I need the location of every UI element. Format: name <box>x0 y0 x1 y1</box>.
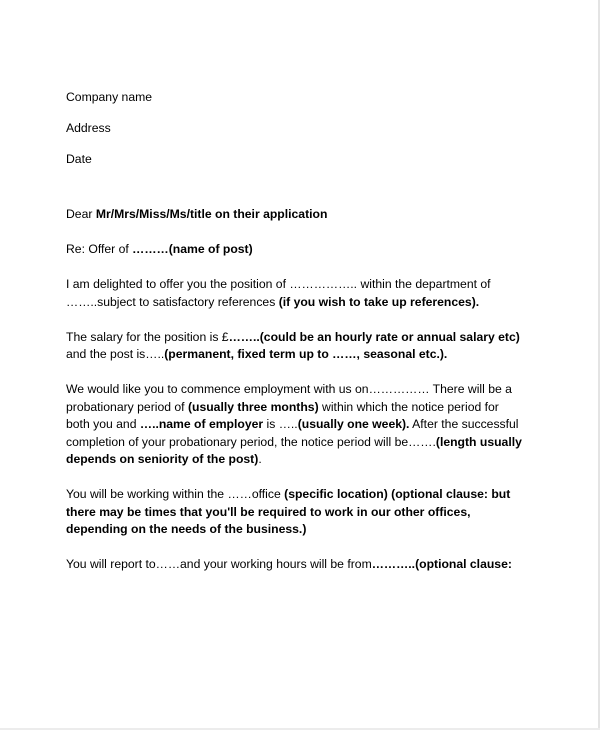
subject-value: ………(name of post) <box>132 242 253 256</box>
subject-line <box>66 241 586 259</box>
salutation-name: Mr/Mrs/Miss/Ms/title on their application <box>95 207 328 221</box>
date: Date <box>66 152 92 166</box>
salutation-prefix: Dear <box>66 207 96 221</box>
address: Address <box>66 121 111 135</box>
text-run: You will be working within the ……office <box>66 487 285 501</box>
paragraph-line <box>66 329 586 347</box>
text-run: probationary period of <box>66 399 188 414</box>
paragraph-hours <box>66 556 586 574</box>
paragraph-line <box>66 486 586 504</box>
paragraph-line <box>66 556 586 574</box>
paragraph-line: depending on the needs of the business.) <box>66 522 307 536</box>
paragraph-line: there may be times that you'll be required to work in our other offices, <box>66 504 471 519</box>
paragraph-line <box>66 416 586 434</box>
paragraph-location <box>66 486 586 539</box>
bold-run: (specific location) (optional clause: but <box>284 487 511 501</box>
text-run: . <box>258 452 262 466</box>
paragraph-line <box>66 434 586 452</box>
bold-run: …..name of employer <box>139 417 264 431</box>
text-run: and the post is….. <box>66 347 165 361</box>
bold-run: (length usually <box>435 434 522 449</box>
text-run: ……..subject to satisfactory references <box>66 294 279 309</box>
bold-run: ……..(could be an hourly rate or annual salary etc) <box>228 329 520 344</box>
text-run: You will report to……and your working hours will be from <box>66 557 372 571</box>
text-run: is ….. <box>263 417 298 431</box>
letter-body <box>66 89 586 591</box>
paragraph-position <box>66 276 586 311</box>
company-name: Company name <box>66 90 153 104</box>
subject-prefix: Re: Offer of <box>66 242 133 256</box>
text-run: completion of your probationary period, the notice period will be……. <box>66 434 436 449</box>
salutation <box>66 206 586 224</box>
paragraph-salary <box>66 329 586 364</box>
paragraph-line <box>66 294 586 312</box>
paragraph-line <box>66 399 586 417</box>
bold-run: (usually three months) <box>187 399 319 414</box>
bold-run: ………..(optional clause: <box>371 557 512 571</box>
bold-run: (permanent, fixed term up to ……, seasonal etc.). <box>164 347 448 361</box>
text-run: After the successful <box>409 417 519 431</box>
text-run: both you and <box>66 417 140 431</box>
text-run: within which the notice period for <box>318 399 499 414</box>
paragraph-line: We would like you to commence employment with us on…………… There will be a <box>66 382 512 396</box>
paragraph-probation <box>66 381 586 469</box>
bold-run: depends on seniority of the post) <box>66 452 259 466</box>
paragraph-line: I am delighted to offer you the position of …………….. within the department of <box>66 277 491 291</box>
paragraph-line <box>66 451 586 469</box>
bold-run: (if you wish to take up references). <box>278 294 480 309</box>
bold-run: (usually one week). <box>297 417 410 431</box>
text-run: The salary for the position is £ <box>66 329 229 344</box>
paragraph-line <box>66 346 586 364</box>
